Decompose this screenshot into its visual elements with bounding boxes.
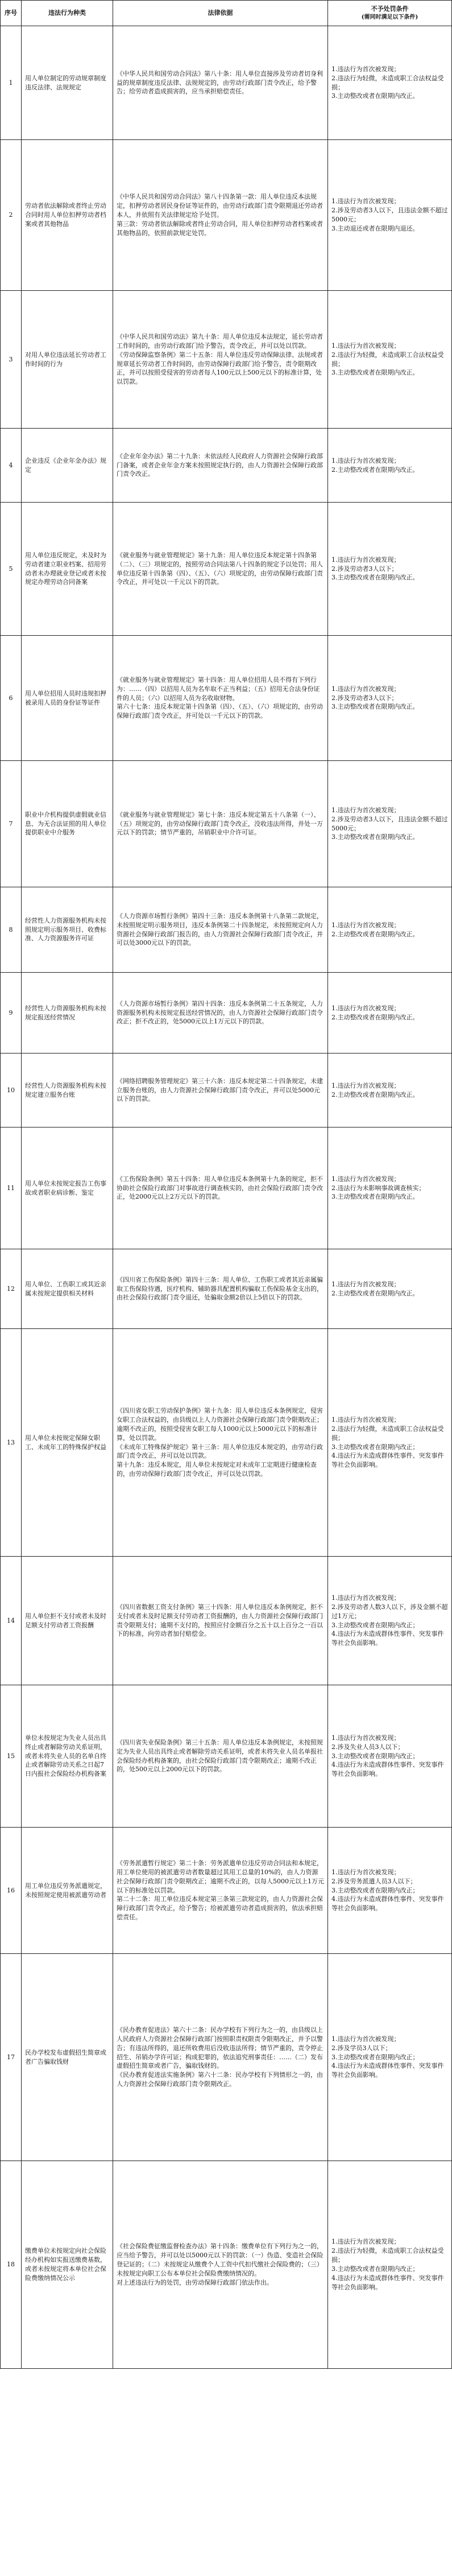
exemption-conditions: 1.违法行为首次被发现； 2.主动整改或者在限期内改正。 [328, 1054, 452, 1127]
table-row [1, 1127, 452, 1249]
legal-basis: 《中华人民共和国劳动法》第九十条：用人单位违反本法规定，延长劳动者工作时间的，由劳动行政部门给予警告，责令改正，并可以处以罚款。 《劳动保障监察条例》第二十五条：用人单位违反劳动保障法律、法规或者规章延长劳动者工作时间的，由劳动保障行政部门给予警告，责令限期改正，并可以按照受侵害的劳动者每人100元以上500元以下的标准计算，处以罚款。 [113, 291, 328, 429]
legal-basis: 《四川省数据工资支付条例》第三十四条：用人单位违反本条例规定，拒不支付或者未及时足额支付劳动者工资报酬的，由人力资源社会保障行政部门责令限期支付；逾期不支付的，按照应付金额百分之五十以上百分之一百以下的标准，向劳动者加付赔偿金。 [113, 1557, 328, 1685]
exemption-conditions: 1.违法行为首次被发现； 2.违法行为未影响事故调查核实； 3.主动整改或者在限期内改正。 [328, 1127, 452, 1249]
violation-type: 经营性人力资源服务机构未按规定建立服务台账 [22, 1054, 113, 1127]
violation-type: 经营性人力资源服务机构未按规定报送经营情况 [22, 973, 113, 1054]
table-row [1, 26, 452, 140]
exemption-conditions: 1.违法行为首次被发现； 2.违法行为轻微，未造成职工合法权益受损； 3.主动整改或者在限期内改正； 4.违法行为未造成群体性事件、突发事件等社会负面影响。 [328, 1329, 452, 1557]
table-row [1, 1828, 452, 1954]
legal-basis: 《网络招聘服务管理规定》第三十六条：违反本规定第二十四条规定，未建立服务台账的，由人力资源社会保障行政部门责令改正，并可以处5000元以下的罚款。 [113, 1054, 328, 1127]
header-type: 违法行为种类 [22, 1, 113, 26]
legal-basis: 《人力资源市场暂行条例》第四十三条：违反本条例第十八条第二款规定，未按照规定明示服务项目，违反本条例第二十四条规定，未按照规定向人力资源社会保障行政部门报告的，由人力资源社会保障行政部门责令改正，并可以处3000元以下的罚款。 [113, 887, 328, 973]
header-no: 序号 [1, 1, 22, 26]
table-row [1, 887, 452, 973]
legal-basis: 《工伤保险条例》第五十四条：用人单位违反本条例第十九条的规定，拒不协助社会保险行政部门对事故进行调查核实的，由社会保险行政部门责令改正，处2000元以上2万元以下的罚款。 [113, 1127, 328, 1249]
legal-basis: 《就业服务与就业管理规定》第十九条：用人单位违反本规定第十四条第（二）、（三）项规定的，按照劳动合同法第八十四条的规定予以处罚；用人单位违反第十四条第（四）、（五）、（六）项规定的，由劳动保障行政部门责令改正，并可处以一千元以下的罚款。 [113, 503, 328, 636]
row-number: 5 [1, 503, 22, 636]
exemption-conditions: 1.违法行为首次被发现； 2.主动整改或者在限期内改正。 [328, 1249, 452, 1329]
row-number: 11 [1, 1127, 22, 1249]
exemption-conditions: 1.违法行为首次被发现； 2.涉及劳动者3人以下； 3.主动整改或者在限期内改正。 [328, 503, 452, 636]
exemption-conditions: 1.违法行为首次被发现； 2.主动整改或者在限期内改正。 [328, 429, 452, 503]
row-number: 1 [1, 26, 22, 140]
row-number: 3 [1, 291, 22, 429]
violation-type: 经营性人力资源服务机构未按照规定明示服务项目、收费标准、人力资源服务许可证 [22, 887, 113, 973]
violation-type: 用人单位未按规定保障女职工、未成年工的特殊保护权益 [22, 1329, 113, 1557]
exemption-conditions: 1.违法行为首次被发现； 2.违法行为轻微，未造成职工合法权益受损； 3.主动整改或者在限期内改正； 4.违法行为未造成群体性事件、突发事件等社会负面影响。 [328, 2161, 452, 2369]
exemption-conditions: 1.违法行为首次被发现； 2.违法行为轻微，未造成职工合法权益受损； 3.主动整改或者在限期内改正。 [328, 291, 452, 429]
table-row [1, 761, 452, 887]
table-body [1, 26, 452, 2369]
header-cond [328, 1, 452, 26]
exemption-conditions: 1.违法行为首次被发现； 2.涉及劳动者3人以下，且违法金额不超过5000元； 3.主动整改或者在限期内改正。 [328, 761, 452, 887]
header-cond-subtitle: (需同时满足以下条件) [361, 14, 418, 20]
violation-type: 用人单位制定的劳动规章制度违反法律、法规规定 [22, 26, 113, 140]
legal-basis: 《劳务派遣暂行规定》第二十条：劳务派遣单位违反劳动合同法和本规定，用工单位使用的被派遣劳动者数量超过其用工总量的10%的，由人力资源社会保障行政部门责令限期改正；逾期不改正的，以每人5000元以上1万元以下的标准处以罚款。 第二十二条：用工单位违反本规定第三条第三款规定的，由人力资源社会保障行政部门责令改正，给予警告；给被派遣劳动者造成损害的，依法承担赔偿责任。 [113, 1828, 328, 1954]
row-number: 14 [1, 1557, 22, 1685]
exemption-conditions: 1.违法行为首次被发现； 2.涉及学员3人以下； 3.主动整改或者在限期内改正； 4.违法行为未造成群体性事件、突发事件等社会负面影响。 [328, 1954, 452, 2161]
violation-type: 用人单位拒不支付或者未及时足额支付劳动者工资报酬 [22, 1557, 113, 1685]
row-number: 8 [1, 887, 22, 973]
exemption-conditions: 1.违法行为首次被发现； 2.涉及劳动者3人以下； 3.主动整改或者在限期内改正。 [328, 636, 452, 761]
legal-basis: 《就业服务与就业管理规定》第七十条：违反本规定第五十八条第（一）、（五）项规定的，由劳动保障行政部门责令改正，没收违法所得，并处一万元以下的罚款；情节严重的，吊销职业中介许可证。 [113, 761, 328, 887]
violation-type: 缴费单位未按规定向社会保险经办机构如实报送缴费基数，或者未按规定将本单位社会保险费缴纳情况公示 [22, 2161, 113, 2369]
row-number: 12 [1, 1249, 22, 1329]
legal-basis: 《社会保险费征缴监督检查办法》第十四条：缴费单位有下列行为之一的，应当给予警告，并可以处以5000元以下的罚款：（一）伪造、变造社会保险登记证的；（二）未按规定从缴费个人工资中代扣代缴社会保险费的；（三）未按规定向职工公布本单位社会保险费缴纳情况的。 对上述违法行为的处罚，由劳动保障行政部门依法作出。 [113, 2161, 328, 2369]
table-row [1, 2161, 452, 2369]
table-header-row [1, 1, 452, 26]
row-number: 17 [1, 1954, 22, 2161]
legal-basis: 《四川省女职工劳动保护条例》第十九条：用人单位违反本条例规定，侵害女职工合法权益的，由县级以上人力资源社会保障行政部门责令限期改正；逾期不改正的，按照受侵害女职工每人1000元以上5000元以下的标准计算，处以罚款。 《未成年工特殊保护规定》第十三条：用人单位违反本规定的，由劳动行政部门责令改正，并可以处以罚款。 第十九条：违反本规定，用人单位未按规定对未成年工定期进行健康检查的，由劳动保障行政部门责令改正，并可以处以罚款。 [113, 1329, 328, 1557]
exemption-conditions: 1.违法行为首次被发现； 2.涉及劳动者人数3人以下，涉及金额不超过1万元； 3.主动整改或者在限期内改正； 4.违法行为未造成群体性事件、突发事件等社会负面影响。 [328, 1557, 452, 1685]
row-number: 2 [1, 140, 22, 291]
table-row [1, 140, 452, 291]
table-row [1, 1249, 452, 1329]
legal-basis: 《就业服务与就业管理规定》第十四条：用人单位招用人员不得有下列行为：……（四）以招用人员为名牟取不正当利益；（五）招用无合法身份证件的人员；（六）以招用人员为名收取财物。 第六十七条：违反本规定第十四条第（四）、（五）、（六）项规定的，由劳动保障行政部门责令改正，并可处以一千元以下的罚款。 [113, 636, 328, 761]
table-row [1, 1329, 452, 1557]
legal-basis: 《人力资源市场暂行条例》第四十四条：违反本条例第二十五条规定，人力资源服务机构未按规定报送经营情况的，由人力资源社会保障行政部门责令改正；拒不改正的，处5000元以上1万元以下的罚款。 [113, 973, 328, 1054]
legal-basis: 《四川省失业保险条例》第三十五条：用人单位违反本条例规定，未按照规定为失业人员出具终止或者解除劳动关系证明，或者未将失业人员名单报社会保险经办机构备案的，由社会保险行政部门责令限期改正；逾期不改正的，处500元以上2000元以下的罚款。 [113, 1685, 328, 1828]
legal-basis: 《中华人民共和国劳动合同法》第八十四条第一款：用人单位违反本法规定，扣押劳动者居民身份证等证件的，由劳动行政部门责令限期退还劳动者本人，并依照有关法律规定给予处罚。 第三款：劳动者依法解除或者终止劳动合同，用人单位扣押劳动者档案或者其他物品的，依照前款规定处罚。 [113, 140, 328, 291]
table-row [1, 1054, 452, 1127]
row-number: 6 [1, 636, 22, 761]
violation-type: 用人单位、工伤职工或其近亲属未按规定提供相关材料 [22, 1249, 113, 1329]
row-number: 4 [1, 429, 22, 503]
exemption-conditions: 1.违法行为首次被发现； 2.主动整改或者在限期内改正。 [328, 887, 452, 973]
row-number: 10 [1, 1054, 22, 1127]
exemption-conditions: 1.违法行为首次被发现； 2.违法行为轻微，未造成职工合法权益受损； 3.主动整改或者在限期内改正。 [328, 26, 452, 140]
violation-type: 用人单位违反规定，未及时为劳动者建立职业档案、招用劳动者未办理就业登记或者未按规定办理劳动合同备案 [22, 503, 113, 636]
row-number: 18 [1, 2161, 22, 2369]
violation-type: 民办学校发布虚假招生简章或者广告骗取钱财 [22, 1954, 113, 2161]
violation-type: 职业中介机构提供虚假就业信息、为无合法证照的用人单位提供职业中介服务 [22, 761, 113, 887]
violation-type: 用工单位违反劳务派遣规定，未按照规定使用被派遣劳动者 [22, 1828, 113, 1954]
table-row [1, 429, 452, 503]
header-cond-title: 不予处罚条件 [371, 5, 409, 13]
exemption-conditions: 1.违法行为首次被发现； 2.主动整改或者在限期内改正。 [328, 973, 452, 1054]
header-basis: 法律依据 [113, 1, 328, 26]
table-row [1, 1954, 452, 2161]
legal-basis: 《民办教育促进法》第六十二条：民办学校有下列行为之一的，由县级以上人民政府人力资源社会保障行政部门按照职责权限责令限期改正，并予以警告；有违法所得的，退还所收费用后没收违法所得；情节严重的，责令停止招生、吊销办学许可证；构成犯罪的，依法追究刑事责任：……（二）发布虚假招生简章或者广告，骗取钱财的。 《民办教育促进法实施条例》第六十二条：民办学校有下列情形之一的，由人力资源社会保障行政部门责令限期改正。 [113, 1954, 328, 2161]
violation-type: 企业违反《企业年金办法》规定 [22, 429, 113, 503]
violation-type: 劳动者依法解除或者终止劳动合同时用人单位扣押劳动者档案或者其他物品 [22, 140, 113, 291]
legal-basis: 《四川省工伤保险条例》第四十三条：用人单位、工伤职工或者其近亲属骗取工伤保险待遇，医疗机构、辅助器具配置机构骗取工伤保险基金支出的，由社会保险行政部门责令退还，处骗取金额2倍以上5倍以下的罚款。 [113, 1249, 328, 1329]
table-row [1, 636, 452, 761]
violation-type: 用人单位招用人员时违规扣押被录用人员的身份证等证件 [22, 636, 113, 761]
row-number: 15 [1, 1685, 22, 1828]
exemption-conditions: 1.违法行为首次被发现； 2.涉及劳动者3人以下，且违法金额不超过5000元； 3.主动退还或者在限期内退还。 [328, 140, 452, 291]
violation-type: 单位未按规定为失业人员出具终止或者解除劳动关系证明，或者未将失业人员的名单自终止或者解除劳动关系之日起7日内报社会保险经办机构备案 [22, 1685, 113, 1828]
table-row [1, 503, 452, 636]
row-number: 16 [1, 1828, 22, 1954]
table-row [1, 973, 452, 1054]
legal-basis: 《企业年金办法》第二十九条：未依法经人民政府人力资源社会保障行政部门备案，或者企业年金方案未按照规定执行的，由人力资源社会保障行政部门责令改正。 [113, 429, 328, 503]
exemption-conditions: 1.违法行为首次被发现； 2.涉及劳务派遣人员3人以下； 3.主动整改或者在限期内改正； 4.违法行为未造成群体性事件、突发事件等社会负面影响。 [328, 1828, 452, 1954]
violation-type: 用人单位未按规定报告工伤事故或者职业病诊断、鉴定 [22, 1127, 113, 1249]
table-row [1, 1685, 452, 1828]
row-number: 7 [1, 761, 22, 887]
row-number: 13 [1, 1329, 22, 1557]
table-row [1, 291, 452, 429]
exemption-conditions: 1.违法行为首次被发现； 2.涉及失业人员3人以下； 3.主动整改或者在限期内改正； 4.违法行为未造成群体性事件、突发事件等社会负面影响。 [328, 1685, 452, 1828]
row-number: 9 [1, 973, 22, 1054]
table-row [1, 1557, 452, 1685]
legal-basis: 《中华人民共和国劳动合同法》第八十条：用人单位直接涉及劳动者切身利益的规章制度违反法律、法规规定的，由劳动行政部门责令改正，给予警告；给劳动者造成损害的，应当承担赔偿责任。 [113, 26, 328, 140]
violation-type: 对用人单位违法延长劳动者工作时间的行为 [22, 291, 113, 429]
